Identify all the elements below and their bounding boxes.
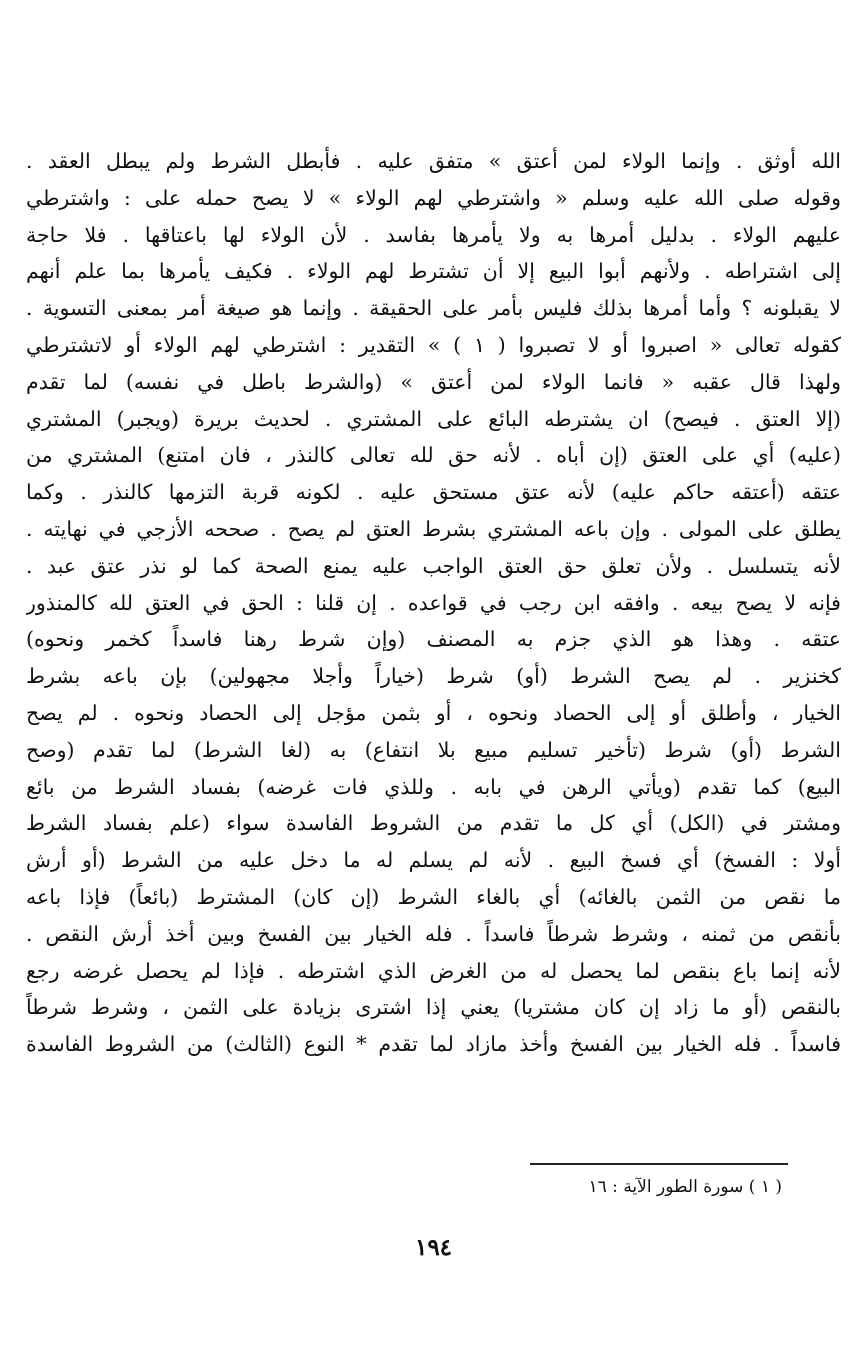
page-number: ١٩٤ bbox=[414, 1234, 453, 1261]
text-line: ومشتر في (الكل) أي كل ما تقدم من الشروط الفاسدة سواء (علم بفساد الشرط bbox=[26, 811, 841, 836]
text-line: الخيار ، وأطلق أو إلى الحصاد ونحوه ، أو بثمن مؤجل إلى الحصاد ونحوه . لم يصح bbox=[26, 700, 841, 725]
text-line: كقوله تعالى « اصبروا أو لا تصبروا ( ١ ) » التقدير : اشترطي لهم الولاء أو لاتشترطي bbox=[26, 332, 841, 357]
text-line: وقوله صلى الله عليه وسلم « واشترطي لهم الولاء » لا يصح حمله على : واشترطي bbox=[26, 185, 841, 210]
text-line: فاسداً . فله الخيار بين الفسخ وأخذ مازاد لما تقدم * النوع (الثالث) من الشروط الفاسدة bbox=[26, 1032, 841, 1057]
text-line: إلى اشتراطه . ولأنهم أبوا البيع إلا أن تشترط لهم الولاء . فكيف يأمرها بما علم أنهم bbox=[26, 259, 841, 284]
footnote: ( ١ ) سورة الطور الآية : ١٦ bbox=[588, 1177, 782, 1197]
text-line: البيع) كما تقدم (ويأتي الرهن في بابه . وللذي فات غرضه) بفساد الشرط من بائع bbox=[26, 774, 841, 799]
text-line: بأنقص من ثمنه ، وشرط شرطاً فاسداً . فله الخيار بين الفسخ وبين أخذ أرش النقص . bbox=[26, 921, 841, 946]
text-line: الله أوثق . وإنما الولاء لمن أعتق » متفق عليه . فأبطل الشرط ولم يبطل العقد . bbox=[26, 149, 841, 173]
text-line: عتقه . وهذا هو الذي جزم به المصنف (وإن شرط رهنا فاسداً كخمر ونحوه) bbox=[26, 627, 841, 652]
text-line: عليهم الولاء . بدليل أمرها به ولا يأمرها بفاسد . لأن الولاء لها باعتاقها . فلا حاجة bbox=[26, 222, 841, 247]
text-line: أولا : الفسخ) أي فسخ البيع . لأنه لم يسلم له ما دخل عليه من الشرط (أو أرش bbox=[26, 848, 841, 873]
text-line: فإنه لا يصح بيعه . وافقه ابن رجب في قواعده . إن قلنا : الحق في العتق لله كالمنذور bbox=[26, 590, 841, 615]
text-line: لا يقبلونه ؟ وأما أمرها بذلك فليس بأمر على الحقيقة . وإنما هو صيغة أمر بمعنى التسوية . bbox=[26, 296, 841, 321]
text-line: يطلق على المولى . وإن باعه المشتري بشرط العتق لم يصح . صححه الأزجي في نهايته . bbox=[26, 516, 841, 541]
main-text-body bbox=[26, 143, 841, 1063]
text-line: بالنقص (أو ما زاد إن كان مشتريا) يعني إذا اشترى بزيادة على الثمن ، وشرط شرطاً bbox=[26, 995, 841, 1020]
text-line: الشرط (أو) شرط (تأخير تسليم مبيع بلا انتفاع) به (لغا الشرط) لما تقدم (وصح bbox=[26, 737, 841, 762]
text-line: (عليه) أي على العتق (إن أباه . لأنه حق لله تعالى كالنذر ، فان امتنع) المشتري من bbox=[26, 443, 841, 468]
text-line: (إلا العتق . فيصح) ان يشترطه البائع على المشتري . لحديث بريرة (ويجبر) المشتري bbox=[26, 406, 841, 431]
text-line: عتقه (أعتقه حاكم عليه) لأنه عتق مستحق عليه . لكونه قربة التزمها كالنذر . وكما bbox=[26, 480, 841, 505]
text-line: لأنه إنما باع بنقص لما يحصل له من الغرض الذي اشترطه . فإذا لم يحصل غرضه رجع bbox=[26, 958, 841, 983]
text-line: ولهذا قال عقبه « فانما الولاء لمن أعتق » (والشرط باطل في نفسه) لما تقدم bbox=[26, 369, 841, 394]
text-line: كخنزير . لم يصح الشرط (أو) شرط (خياراً وأجلا مجهولين) بإن باعه بشرط bbox=[26, 664, 841, 689]
footnote-divider bbox=[530, 1163, 788, 1165]
text-line: لأنه يتسلسل . ولأن تعلق حق العتق الواجب عليه يمنع الصحة كما لو نذر عتق عبد . bbox=[26, 553, 841, 578]
text-line: ما نقص من الثمن بالغائه) أي بالغاء الشرط (إن كان) المشترط (بائعاً) فإذا باعه bbox=[26, 884, 841, 909]
